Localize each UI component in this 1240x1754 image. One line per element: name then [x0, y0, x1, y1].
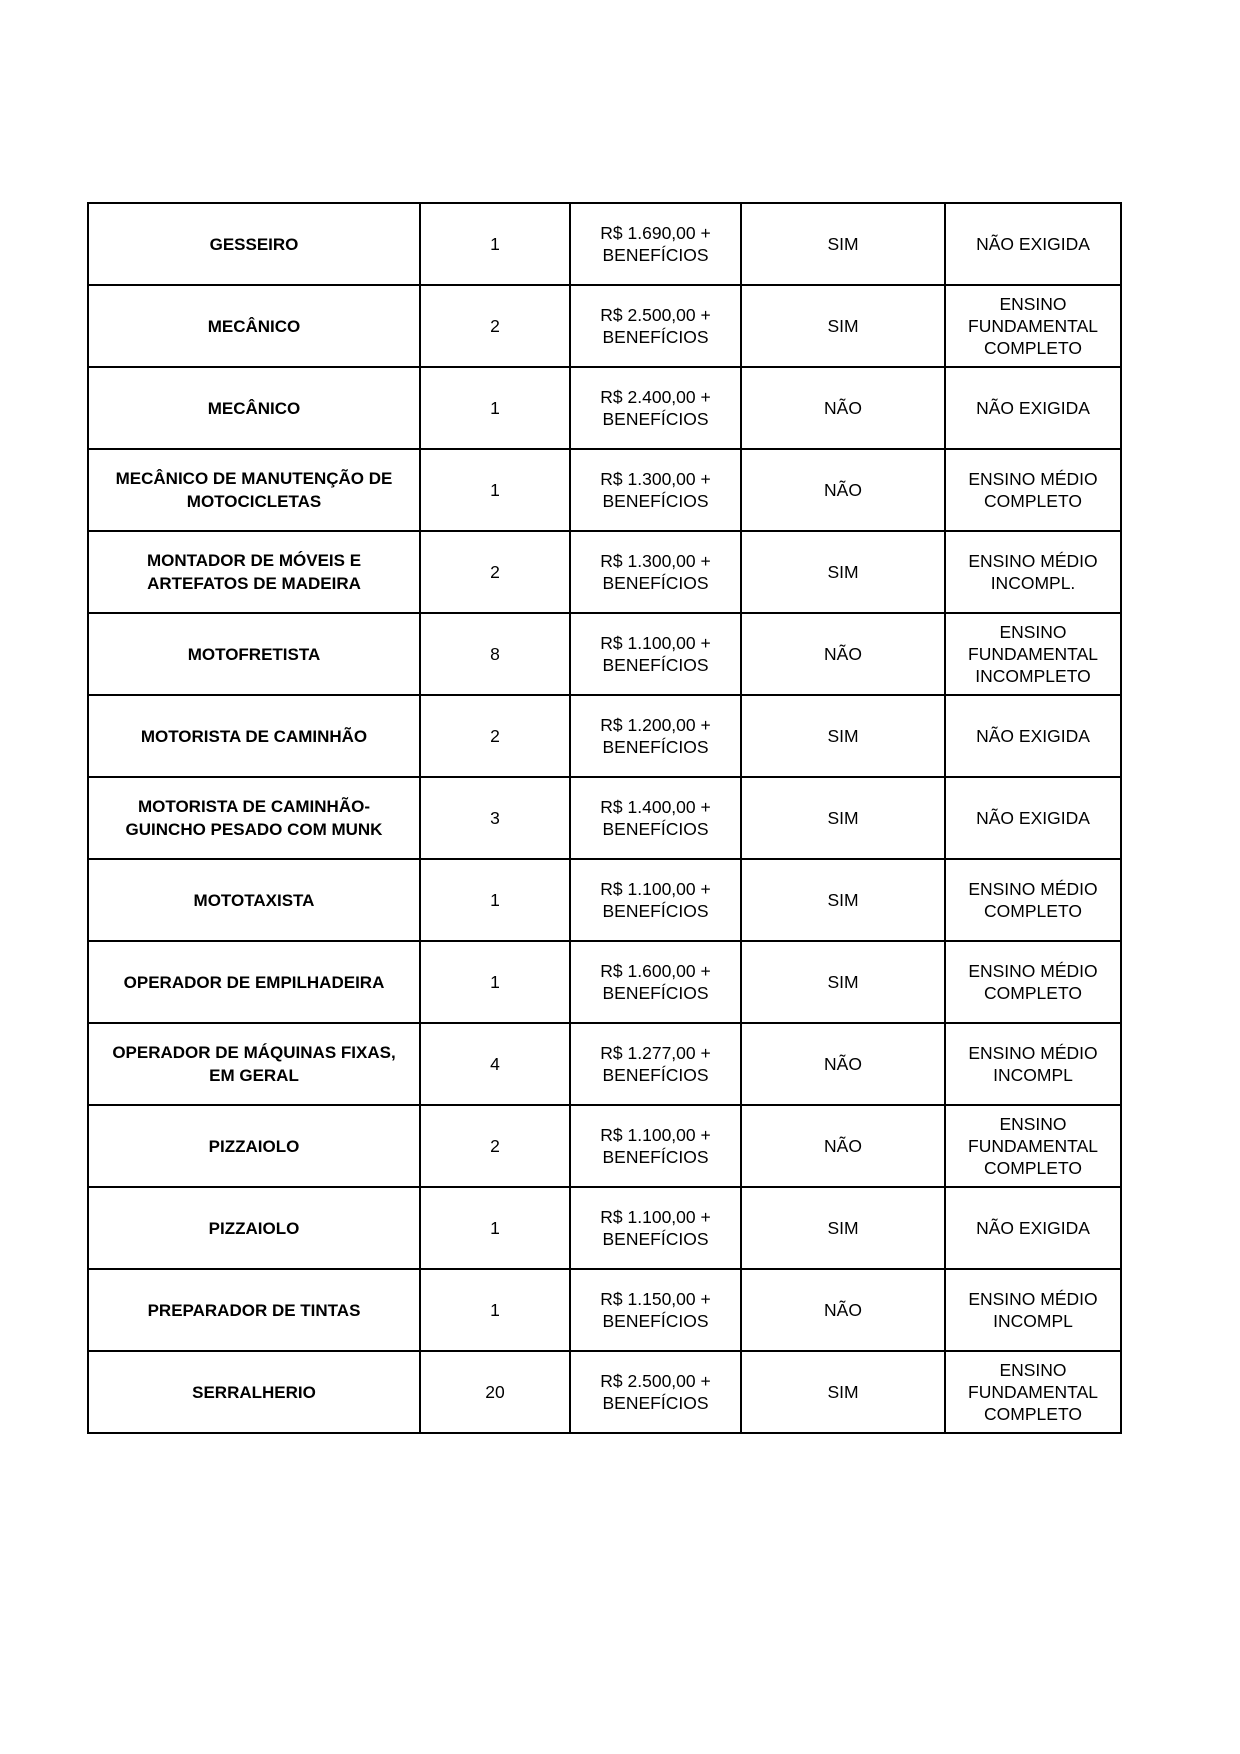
education-cell: ENSINO MÉDIO INCOMPL [945, 1023, 1121, 1105]
vacancies-cell: 8 [420, 613, 570, 695]
experience-cell: SIM [741, 1187, 945, 1269]
vacancies-cell: 3 [420, 777, 570, 859]
education-cell: ENSINO MÉDIO COMPLETO [945, 941, 1121, 1023]
experience-cell: SIM [741, 941, 945, 1023]
occupation-cell: MOTORISTA DE CAMINHÃO- GUINCHO PESADO COM MUNK [88, 777, 420, 859]
experience-cell: NÃO [741, 613, 945, 695]
table-row [88, 941, 1121, 1023]
education-cell: ENSINO FUNDAMENTAL COMPLETO [945, 285, 1121, 367]
occupation-cell: PIZZAIOLO [88, 1187, 420, 1269]
education-cell: ENSINO MÉDIO INCOMPL. [945, 531, 1121, 613]
occupation-cell: OPERADOR DE MÁQUINAS FIXAS, EM GERAL [88, 1023, 420, 1105]
experience-cell: NÃO [741, 1023, 945, 1105]
occupation-cell: MOTOTAXISTA [88, 859, 420, 941]
table-row [88, 367, 1121, 449]
table-row [88, 613, 1121, 695]
vacancies-cell: 1 [420, 941, 570, 1023]
table-row [88, 777, 1121, 859]
education-cell: NÃO EXIGIDA [945, 777, 1121, 859]
salary-cell: R$ 1.277,00 + BENEFÍCIOS [570, 1023, 741, 1105]
education-cell: ENSINO FUNDAMENTAL COMPLETO [945, 1105, 1121, 1187]
occupation-cell: MECÂNICO [88, 367, 420, 449]
table-row [88, 695, 1121, 777]
experience-cell: SIM [741, 777, 945, 859]
occupation-cell: MECÂNICO [88, 285, 420, 367]
vacancies-cell: 1 [420, 449, 570, 531]
table-row [88, 449, 1121, 531]
experience-cell: SIM [741, 285, 945, 367]
vacancies-cell: 2 [420, 285, 570, 367]
salary-cell: R$ 2.500,00 + BENEFÍCIOS [570, 285, 741, 367]
vacancies-cell: 2 [420, 531, 570, 613]
vacancies-cell: 1 [420, 367, 570, 449]
occupation-cell: MONTADOR DE MÓVEIS E ARTEFATOS DE MADEIRA [88, 531, 420, 613]
salary-cell: R$ 1.200,00 + BENEFÍCIOS [570, 695, 741, 777]
education-cell: ENSINO MÉDIO COMPLETO [945, 449, 1121, 531]
experience-cell: SIM [741, 1351, 945, 1433]
salary-cell: R$ 1.690,00 + BENEFÍCIOS [570, 203, 741, 285]
occupation-cell: PREPARADOR DE TINTAS [88, 1269, 420, 1351]
experience-cell: NÃO [741, 449, 945, 531]
vacancies-cell: 20 [420, 1351, 570, 1433]
occupation-cell: MECÂNICO DE MANUTENÇÃO DE MOTOCICLETAS [88, 449, 420, 531]
vacancies-cell: 1 [420, 1269, 570, 1351]
experience-cell: SIM [741, 695, 945, 777]
education-cell: NÃO EXIGIDA [945, 203, 1121, 285]
education-cell: ENSINO MÉDIO COMPLETO [945, 859, 1121, 941]
occupation-cell: MOTOFRETISTA [88, 613, 420, 695]
table-row [88, 285, 1121, 367]
education-cell: NÃO EXIGIDA [945, 367, 1121, 449]
job-vacancies-table [87, 202, 1122, 1434]
experience-cell: SIM [741, 203, 945, 285]
salary-cell: R$ 1.300,00 + BENEFÍCIOS [570, 449, 741, 531]
salary-cell: R$ 1.100,00 + BENEFÍCIOS [570, 613, 741, 695]
vacancies-cell: 2 [420, 695, 570, 777]
occupation-cell: SERRALHERIO [88, 1351, 420, 1433]
education-cell: ENSINO FUNDAMENTAL COMPLETO [945, 1351, 1121, 1433]
experience-cell: NÃO [741, 1269, 945, 1351]
salary-cell: R$ 1.600,00 + BENEFÍCIOS [570, 941, 741, 1023]
salary-cell: R$ 2.500,00 + BENEFÍCIOS [570, 1351, 741, 1433]
vacancies-cell: 1 [420, 859, 570, 941]
vacancies-cell: 2 [420, 1105, 570, 1187]
experience-cell: SIM [741, 531, 945, 613]
table-row [88, 203, 1121, 285]
table-row [88, 1023, 1121, 1105]
experience-cell: NÃO [741, 367, 945, 449]
experience-cell: NÃO [741, 1105, 945, 1187]
education-cell: ENSINO FUNDAMENTAL INCOMPLETO [945, 613, 1121, 695]
occupation-cell: PIZZAIOLO [88, 1105, 420, 1187]
table-row [88, 1269, 1121, 1351]
occupation-cell: GESSEIRO [88, 203, 420, 285]
vacancies-cell: 4 [420, 1023, 570, 1105]
occupation-cell: OPERADOR DE EMPILHADEIRA [88, 941, 420, 1023]
education-cell: ENSINO MÉDIO INCOMPL [945, 1269, 1121, 1351]
table-row [88, 1187, 1121, 1269]
education-cell: NÃO EXIGIDA [945, 1187, 1121, 1269]
education-cell: NÃO EXIGIDA [945, 695, 1121, 777]
table-row [88, 859, 1121, 941]
salary-cell: R$ 1.100,00 + BENEFÍCIOS [570, 859, 741, 941]
salary-cell: R$ 1.100,00 + BENEFÍCIOS [570, 1105, 741, 1187]
occupation-cell: MOTORISTA DE CAMINHÃO [88, 695, 420, 777]
table-row [88, 1351, 1121, 1433]
salary-cell: R$ 2.400,00 + BENEFÍCIOS [570, 367, 741, 449]
table-body [88, 203, 1121, 1433]
salary-cell: R$ 1.400,00 + BENEFÍCIOS [570, 777, 741, 859]
salary-cell: R$ 1.300,00 + BENEFÍCIOS [570, 531, 741, 613]
vacancies-cell: 1 [420, 203, 570, 285]
vacancies-cell: 1 [420, 1187, 570, 1269]
table-row [88, 1105, 1121, 1187]
salary-cell: R$ 1.150,00 + BENEFÍCIOS [570, 1269, 741, 1351]
table-row [88, 531, 1121, 613]
salary-cell: R$ 1.100,00 + BENEFÍCIOS [570, 1187, 741, 1269]
experience-cell: SIM [741, 859, 945, 941]
